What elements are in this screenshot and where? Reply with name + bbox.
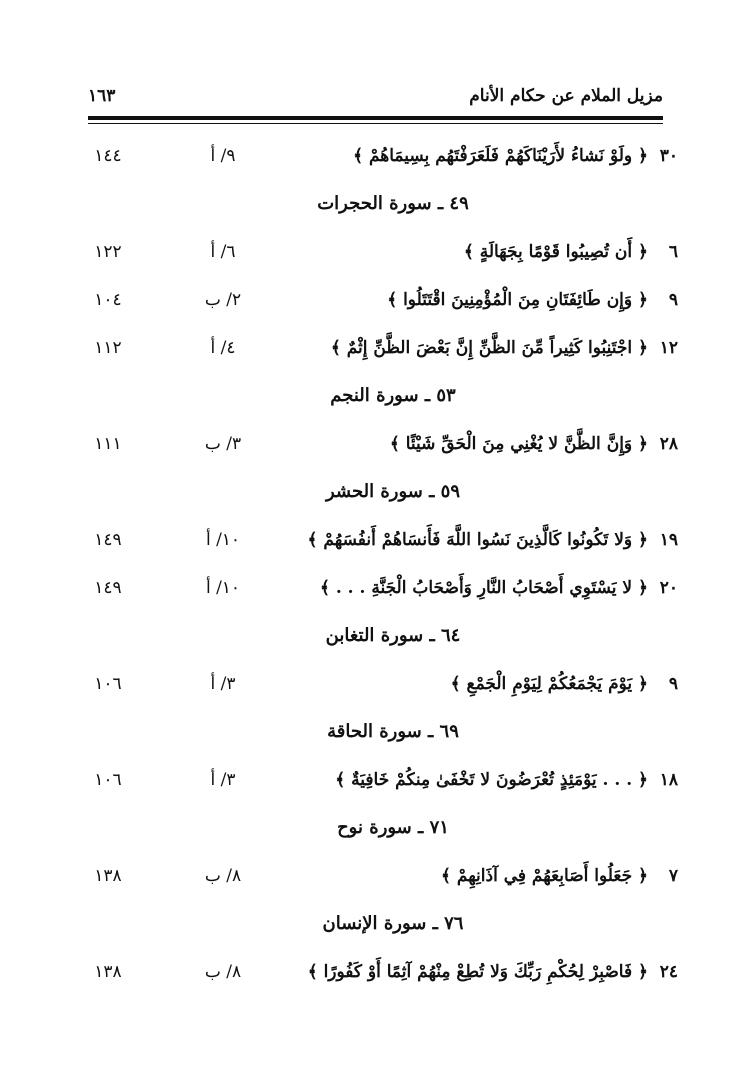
verse-number: ٦	[668, 242, 678, 262]
page-ref: ١٤٩	[94, 530, 122, 550]
manuscript-folio-ref: ١٠/ أ	[205, 578, 241, 598]
verse-text: ﴿ فَاصْبِرْ لِحُكْمِ رَبِّكَ وَلا تُطِعْ مِنْهُمْ آثِمًا أَوْ كَفُورًا ﴾	[307, 962, 648, 982]
verse-number: ١٢	[659, 338, 678, 358]
page-ref: ١٣٨	[94, 866, 122, 886]
verse-cell	[331, 324, 678, 372]
page-ref: ١٢٢	[94, 242, 122, 262]
verse-cell	[441, 852, 678, 900]
verse-number: ٢٨	[659, 434, 678, 454]
surah-heading: ٥٩ ـ سورة الحشر	[325, 481, 460, 502]
surah-heading: ٦٤ ـ سورة التغابن	[325, 625, 461, 646]
page-ref: ١٠٦	[94, 770, 122, 790]
book-title: مزيل الملام عن حكام الأنام	[469, 86, 663, 106]
verse-cell	[387, 276, 678, 324]
verse-text: ﴿ جَعَلُوا أَصَابِعَهُمْ فِي آذَانِهِمْ ﴾	[441, 866, 648, 886]
verse-number: ٩	[668, 290, 678, 310]
manuscript-folio-ref: ٢/ ب	[204, 290, 242, 310]
verse-text: ﴿ لا يَسْتَوِي أَصْحَابُ النَّارِ وَأَصْحَابُ الْجَنَّةِ . . . ﴾	[319, 578, 648, 598]
verse-number: ٢٠	[659, 578, 678, 598]
verse-cell	[308, 948, 678, 996]
surah-heading: ٧٦ ـ سورة الإنسان	[322, 913, 464, 934]
verse-cell	[390, 420, 678, 468]
index-row	[78, 420, 678, 468]
verse-cell	[464, 228, 678, 276]
verse-text: ﴿ . . . يَوْمَئِذٍ تُعْرَضُونَ لا تَخْفَىٰ مِنكُمْ خَافِيَةٌ ﴾	[335, 770, 648, 790]
verse-number: ١٨	[659, 770, 678, 790]
manuscript-folio-ref: ٨/ ب	[204, 962, 242, 982]
page-ref: ١١٢	[94, 338, 122, 358]
page-ref: ١٠٦	[94, 674, 122, 694]
page-ref: ١٤٤	[94, 146, 122, 166]
page-ref: ١٣٨	[94, 962, 122, 982]
header-rule-thick	[88, 116, 663, 120]
index-row	[78, 852, 678, 900]
page-ref: ١٠٤	[94, 290, 122, 310]
surah-heading: ٦٩ ـ سورة الحاقة	[327, 721, 459, 742]
verse-cell	[308, 516, 678, 564]
index-row	[78, 660, 678, 708]
verse-index-table	[78, 132, 678, 996]
manuscript-folio-ref: ٣/ أ	[210, 674, 236, 694]
verse-number: ١٩	[659, 530, 678, 550]
verse-text: ﴿ وَإِنَّ الظَّنَّ لا يُغْنِي مِنَ الْحَقِّ شَيْئًا ﴾	[389, 434, 648, 454]
verse-text: ﴿ وَإِن طَائِفَتَانِ مِنَ الْمُؤْمِنِينَ اقْتَتَلُوا ﴾	[387, 290, 648, 310]
verse-text: ﴿ وَلا تَكُونُوا كَالَّذِينَ نَسُوا اللَّهَ فَأَنسَاهُمْ أَنفُسَهُمْ ﴾	[307, 530, 648, 550]
verse-text: ﴿ يَوْمَ يَجْمَعُكُمْ لِيَوْمِ الْجَمْعِ ﴾	[450, 674, 648, 694]
manuscript-folio-ref: ٤/ أ	[210, 338, 236, 358]
index-row	[78, 228, 678, 276]
surah-heading: ٧١ ـ سورة نوح	[337, 817, 449, 838]
page-ref: ١٤٩	[94, 578, 122, 598]
verse-cell	[320, 564, 678, 612]
surah-heading: ٤٩ ـ سورة الحجرات	[317, 193, 469, 214]
verse-number: ٢٤	[659, 962, 678, 982]
index-row	[78, 516, 678, 564]
verse-cell	[451, 660, 678, 708]
verse-number: ٣٠	[659, 146, 678, 166]
manuscript-folio-ref: ٦/ أ	[210, 242, 236, 262]
index-row	[78, 132, 678, 180]
verse-number: ٩	[668, 674, 678, 694]
manuscript-folio-ref: ٨/ ب	[204, 866, 242, 886]
manuscript-folio-ref: ٣/ ب	[204, 434, 242, 454]
manuscript-folio-ref: ٣/ أ	[210, 770, 236, 790]
index-row	[78, 276, 678, 324]
running-header	[88, 86, 663, 116]
index-row	[78, 564, 678, 612]
verse-cell	[335, 756, 678, 804]
surah-heading: ٥٣ ـ سورة النجم	[330, 385, 456, 406]
verse-text: ﴿ أَن تُصِيبُوا قَوْمًا بِجَهَالَةٍ ﴾	[463, 242, 648, 262]
verse-text: ﴿ اجْتَنِبُوا كَثِيراً مِّنَ الظَّنِّ إِنَّ بَعْضَ الظَّنِّ إِثْمٌ ﴾	[330, 338, 648, 358]
index-row	[78, 756, 678, 804]
verse-cell	[353, 132, 678, 180]
index-row	[78, 324, 678, 372]
manuscript-folio-ref: ٩/ أ	[210, 146, 236, 166]
page-ref: ١١١	[94, 434, 122, 454]
index-row	[78, 948, 678, 996]
header-rule-thin	[88, 123, 663, 124]
page-number: ١٦٣	[88, 86, 116, 106]
manuscript-folio-ref: ١٠/ أ	[205, 530, 241, 550]
verse-number: ٧	[668, 866, 678, 886]
verse-text: ﴿ ولَوْ نَشاءُ لأَرَيْنَاكَهُمْ فَلَعَرَفْتَهُم بِسِيمَاهُمْ ﴾	[353, 146, 648, 166]
